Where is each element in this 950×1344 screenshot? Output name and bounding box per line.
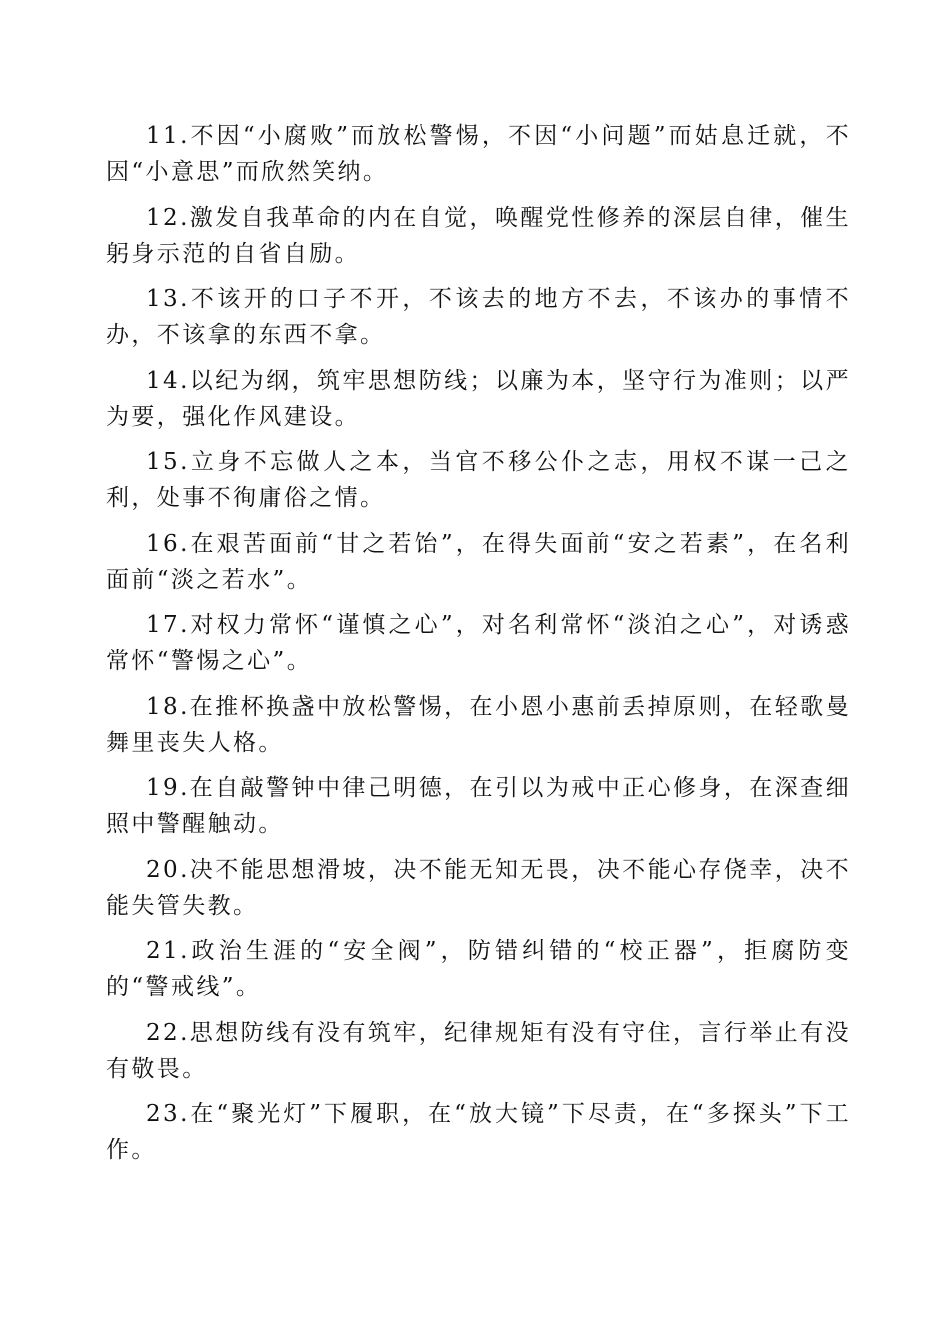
- list-item: 13.不该开的口子不开，不该去的地方不去，不该办的事情不办，不该拿的东西不拿。: [106, 286, 851, 348]
- list-item: 11.不因“小腐败”而放松警惕，不因“小问题”而姑息迁就，不因“小意思”而欣然笑纳。: [106, 123, 851, 185]
- list-item: 18.在推杯换盏中放松警惕，在小恩小惠前丢掉原则，在轻歌曼舞里丧失人格。: [106, 693, 851, 756]
- list-item: 14.以纪为纲，筑牢思想防线；以廉为本，坚守行为准则；以严为要，强化作风建设。: [106, 367, 851, 430]
- document-body: [106, 118, 851, 1178]
- list-item: 15.立身不忘做人之本，当官不移公仆之志，用权不谋一己之利，处事不徇庸俗之情。: [106, 449, 851, 511]
- list-item: 19.在自敲警钟中律己明德，在引以为戒中正心修身，在深查细照中警醒触动。: [106, 775, 851, 837]
- list-item: 23.在“聚光灯”下履职，在“放大镜”下尽责，在“多探头”下工作。: [106, 1101, 851, 1163]
- list-item: 16.在艰苦面前“甘之若饴”，在得失面前“安之若素”，在名利面前“淡之若水”。: [106, 530, 851, 593]
- list-item: 20.决不能思想滑坡，决不能无知无畏，决不能心存侥幸，决不能失管失教。: [106, 856, 851, 919]
- list-item: 12.激发自我革命的内在自觉，唤醒党性修养的深层自律，催生躬身示范的自省自励。: [106, 204, 851, 267]
- list-item: 22.思想防线有没有筑牢，纪律规矩有没有守住，言行举止有没有敬畏。: [106, 1019, 851, 1082]
- list-item: 21.政治生涯的“安全阀”，防错纠错的“校正器”，拒腐防变的“警戒线”。: [106, 938, 851, 1000]
- list-item: 17.对权力常怀“谨慎之心”，对名利常怀“淡泊之心”，对诱惑常怀“警惕之心”。: [106, 612, 851, 674]
